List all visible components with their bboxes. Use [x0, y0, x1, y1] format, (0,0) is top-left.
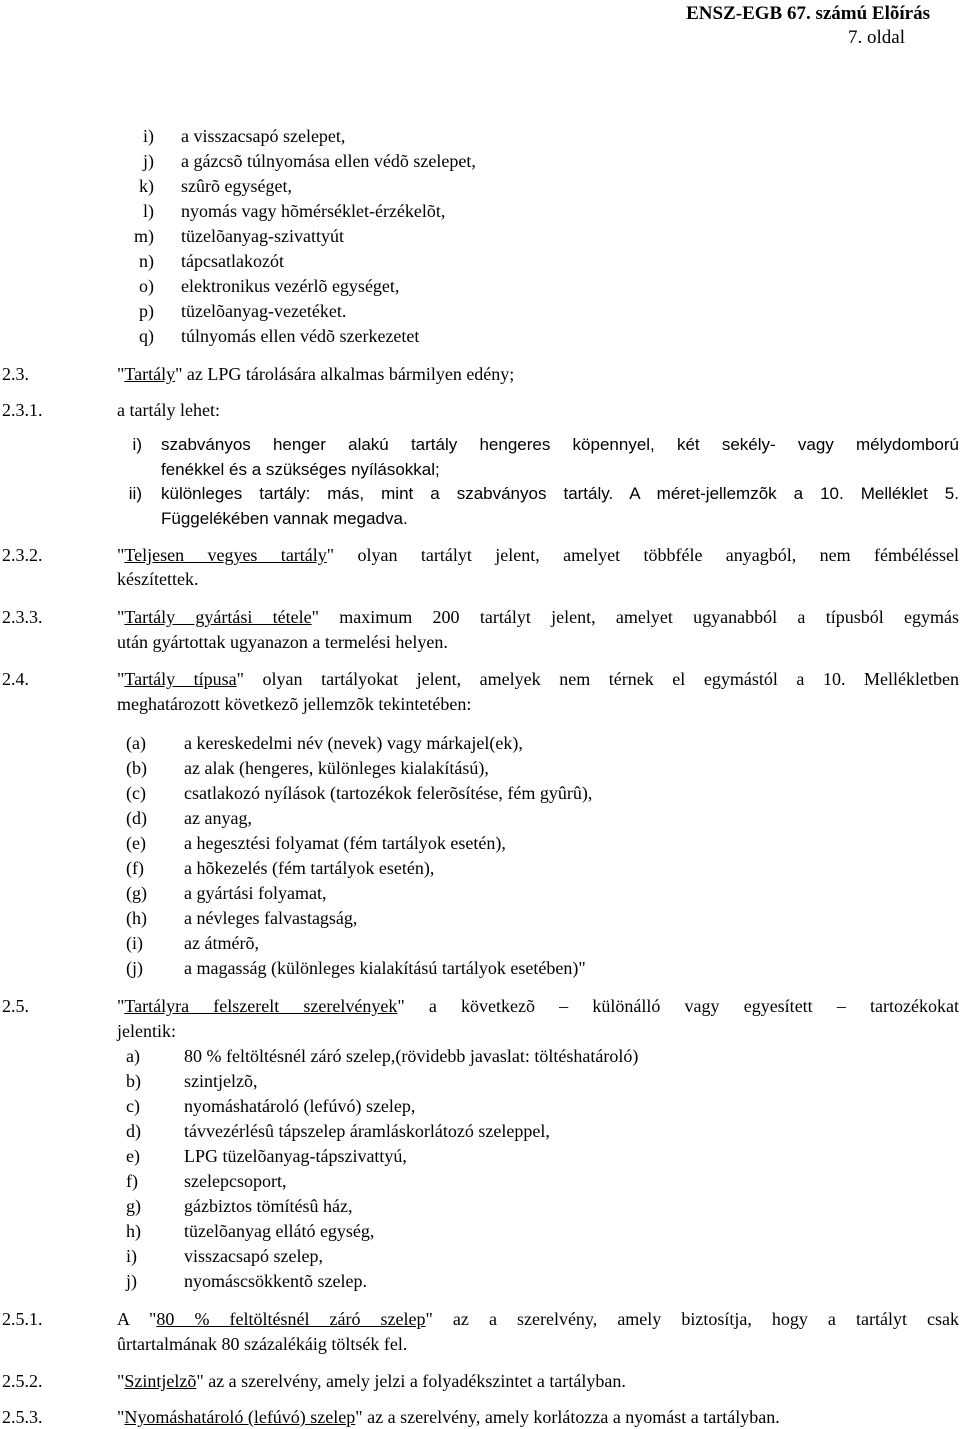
list-item-label: (g) — [126, 883, 147, 903]
list-item: a gázcsõ túlnyomása ellen védõ szelepet, — [181, 151, 476, 171]
list-item-label: j) — [143, 151, 154, 171]
list-item-label: b) — [126, 1071, 141, 1091]
list-item: gázbiztos tömítésû ház, — [184, 1196, 353, 1216]
list-item: különleges tartály: más, mint a szabványos tartály. A méret-jellemzõk a 10. Melléklet 5. — [161, 484, 959, 503]
definition-gyartasi-tetel: "Tartály gyártási tétele" maximum 200 tartályt jelent, amelyet ugyanabból a típusból egymás — [117, 607, 960, 627]
definition-vegyes-tartaly: "Teljesen vegyes tartály" olyan tartályt jelent, amelyet többféle anyagból, nem fémbéléssel — [117, 545, 959, 565]
list-item-label: (d) — [126, 808, 147, 828]
list-item: szelepcsoport, — [184, 1171, 287, 1191]
list-item-label: h) — [126, 1221, 141, 1241]
list-item-label: (i) — [126, 933, 143, 953]
list-item: a kereskedelmi név (nevek) vagy márkajel(ek), — [184, 733, 523, 753]
list-item-label: c) — [126, 1096, 140, 1116]
defined-term: Nyomáshatároló (lefúvó) szelep — [124, 1407, 356, 1427]
list-item: csatlakozó nyílások (tartozékok felerõsítése, fém gyûrû), — [184, 783, 593, 803]
list-item: távvezérlésû tápszelep áramláskorlátozó szeleppel, — [184, 1121, 550, 1141]
defined-term: Teljesen vegyes tartály — [124, 545, 327, 565]
document-title: ENSZ-EGB 67. számú Elõírás — [686, 3, 930, 24]
list-item: nyomáshatároló (lefúvó) szelep, — [184, 1096, 416, 1116]
defined-term: Tartály típusa — [124, 669, 237, 689]
list-item: szintjelzõ, — [184, 1071, 258, 1091]
definition-continuation: jelentik: — [117, 1021, 176, 1041]
list-item: az alak (hengeres, különleges kialakítású), — [184, 758, 489, 778]
list-item-label: (e) — [126, 833, 146, 853]
list-item: nyomáscsökkentõ szelep. — [184, 1271, 367, 1291]
section-number: 2.5.2. — [2, 1371, 43, 1391]
list-item-label: (h) — [126, 908, 147, 928]
list-item-label: d) — [126, 1121, 141, 1141]
list-item: a hõkezelés (fém tartályok esetén), — [184, 858, 435, 878]
list-item-label: i) — [126, 1246, 137, 1266]
defined-term: Tartályra felszerelt szerelvények — [124, 996, 398, 1016]
definition-tolteshatarolo: A "80 % feltöltésnél záró szelep" az a szerelvény, amely biztosítja, hogy a tartályt csak — [117, 1309, 959, 1329]
list-item: visszacsapó szelep, — [184, 1246, 323, 1266]
definition-tartaly-tipusa: "Tartály típusa" olyan tartályokat jelent, amelyek nem térnek el egymástól a 10. Mellékletben — [117, 669, 959, 689]
list-item-label: j) — [126, 1271, 137, 1291]
list-item: LPG tüzelõanyag-tápszivattyú, — [184, 1146, 407, 1166]
list-item-label: q) — [139, 326, 154, 346]
list-item: szûrõ egységet, — [181, 176, 292, 196]
list-item: tüzelõanyag-vezetéket. — [181, 301, 347, 321]
list-item-label: i) — [132, 435, 142, 454]
list-item: túlnyomás ellen védõ szerkezetet — [181, 326, 420, 346]
page-number: 7. oldal — [848, 27, 905, 48]
list-item: az átmérõ, — [184, 933, 259, 953]
section-number: 2.3.2. — [2, 545, 43, 565]
definition-continuation: után gyártottak ugyanazon a termelési helyen. — [117, 632, 448, 652]
section-number: 2.5.3. — [2, 1407, 43, 1427]
list-item-label: g) — [126, 1196, 141, 1216]
section-number: 2.3. — [2, 364, 29, 384]
section-number: 2.4. — [2, 669, 29, 689]
list-item: tápcsatlakozót — [181, 251, 284, 271]
list-item: a visszacsapó szelepet, — [181, 126, 346, 146]
definition-szerelvenyek: "Tartályra felszerelt szerelvények" a következõ – különálló vagy egyesített – tartozékokat — [117, 996, 959, 1016]
section-number: 2.3.3. — [2, 607, 43, 627]
list-item-label: m) — [134, 226, 154, 246]
defined-term: Tartály gyártási tétele — [124, 607, 312, 627]
list-item: az anyag, — [184, 808, 252, 828]
list-item-label: (f) — [126, 858, 144, 878]
list-item: a névleges falvastagság, — [184, 908, 358, 928]
list-item-continuation: fenékkel és a szükséges nyílásokkal; — [161, 460, 440, 479]
section-number: 2.5. — [2, 996, 29, 1016]
section-number: 2.3.1. — [2, 400, 43, 420]
list-item-label: n) — [139, 251, 154, 271]
list-item: tüzelõanyag ellátó egység, — [184, 1221, 375, 1241]
defined-term: Tartály — [124, 364, 176, 384]
list-item-label: k) — [139, 176, 154, 196]
definition-continuation: ûrtartalmának 80 százalékáig töltsék fel. — [117, 1334, 408, 1354]
list-item-label: e) — [126, 1146, 140, 1166]
definition-szintjelzo: "Szintjelzõ" az a szerelvény, amely jelzi a folyadékszintet a tartályban. — [117, 1371, 626, 1391]
list-item: a magasság (különleges kialakítású tartályok esetében)" — [184, 958, 586, 978]
list-item: szabványos henger alakú tartály hengeres köpennyel, két sekély- vagy mélydomború — [161, 435, 959, 454]
list-item-label: o) — [139, 276, 154, 296]
list-item: a gyártási folyamat, — [184, 883, 327, 903]
list-item-label: f) — [126, 1171, 138, 1191]
list-item: elektronikus vezérlõ egységet, — [181, 276, 400, 296]
section-number: 2.5.1. — [2, 1309, 43, 1329]
list-item-label: (b) — [126, 758, 147, 778]
list-item-label: (c) — [126, 783, 146, 803]
definition-nyomashatarolo: "Nyomáshatároló (lefúvó) szelep" az a szerelvény, amely korlátozza a nyomást a tartályban. — [117, 1407, 780, 1427]
list-item: 80 % feltöltésnél záró szelep,(rövidebb javaslat: töltéshatároló) — [184, 1046, 639, 1066]
list-item: nyomás vagy hõmérséklet-érzékelõt, — [181, 201, 446, 221]
list-item-label: ii) — [128, 484, 142, 503]
defined-term: 80 % feltöltésnél záró szelep — [156, 1309, 426, 1329]
list-item-label: p) — [139, 301, 154, 321]
list-item-label: (a) — [126, 733, 146, 753]
definition-tartaly: "Tartály" az LPG tárolására alkalmas bármilyen edény; — [117, 364, 515, 384]
defined-term: Szintjelzõ — [124, 1371, 197, 1391]
list-item-continuation: Függelékében vannak megadva. — [161, 509, 408, 528]
list-item-label: (j) — [126, 958, 143, 978]
list-item: a hegesztési folyamat (fém tartályok esetén), — [184, 833, 506, 853]
list-item-label: i) — [143, 126, 154, 146]
definition-continuation: készítettek. — [117, 569, 199, 589]
definition-continuation: meghatározott következõ jellemzõk tekintetében: — [117, 694, 472, 714]
section-text: a tartály lehet: — [117, 400, 220, 420]
list-item: tüzelõanyag-szivattyút — [181, 226, 344, 246]
list-item-label: a) — [126, 1046, 140, 1066]
list-item-label: l) — [143, 201, 154, 221]
